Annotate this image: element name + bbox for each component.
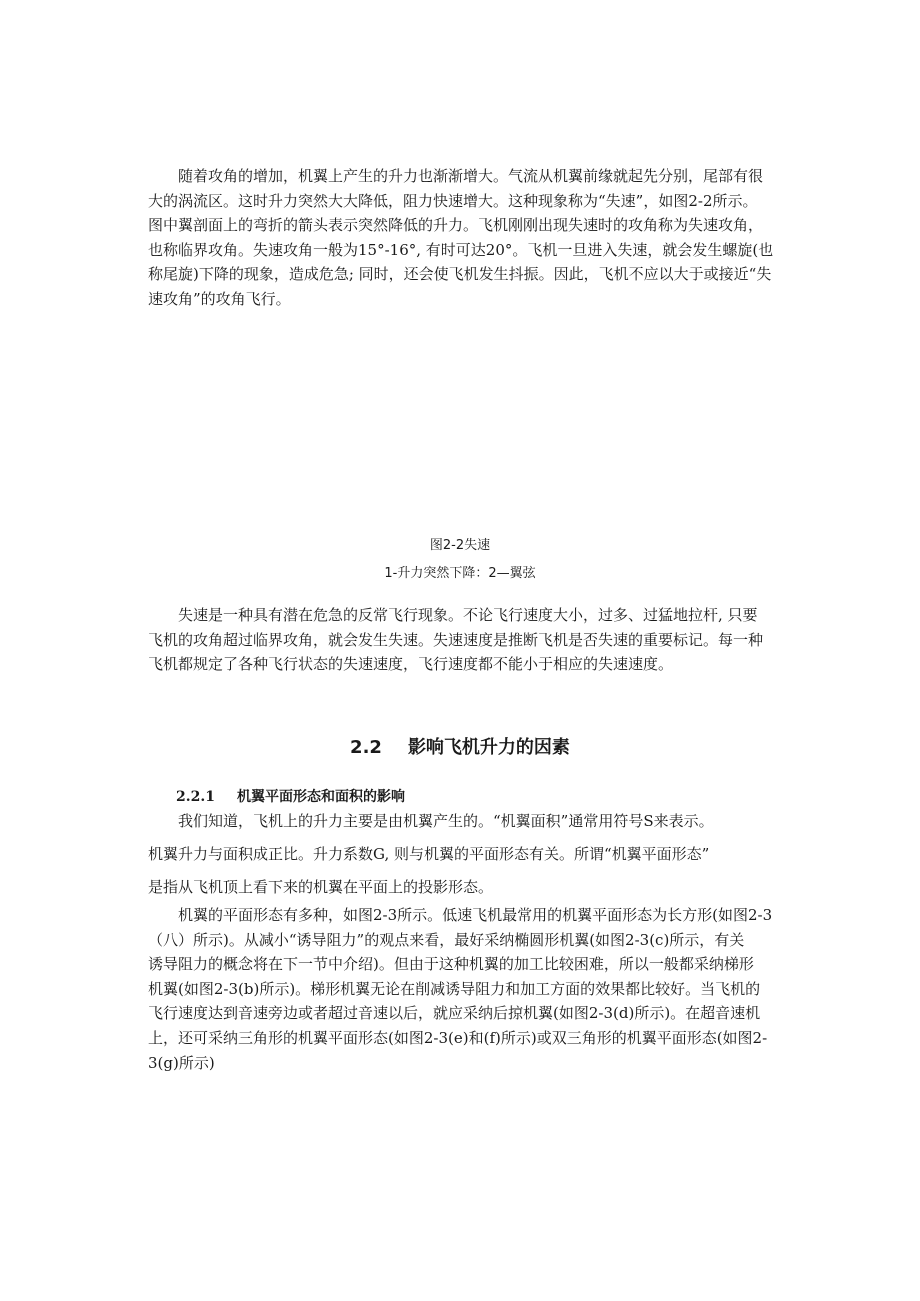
text-line: 诱导阻力的概念将在下一节中介绍)。但由于这种机翼的加工比较困难，所以一般都采纳梯形 [148,955,754,974]
text-line: 飞机都规定了各种飞行状态的失速速度，飞行速度都不能小于相应的失速速度。 [148,655,674,674]
text-line-planform: 是指从飞机顶上看下来的机翼在平面上的投影形态。 [148,878,494,896]
paragraph-wing-planforms [148,903,776,1075]
text-line: 大的涡流区。这时升力突然大大降低，阻力快速增大。这种现象称为“失速”，如图2-2所示。 [148,191,758,210]
figure-legend: 1-升力突然下降：2—翼弦 [384,566,536,581]
subsection-number: 2.2.1 [176,789,215,805]
text-line: 随着攻角的增加，机翼上产生的升力也渐渐增大。气流从机翼前缘就起先分别，尾部有很 [178,167,764,185]
text-line: 称尾旋)下降的现象，造成危急; 同时，还会使飞机发生抖振。因此，飞机不应以大于或接近“失 [148,265,772,284]
text-line: 机翼的平面形态有多种，如图2-3所示。低速飞机最常用的机翼平面形态为长方形(如图2-3 [178,906,773,924]
subsection-title: 机翼平面形态和面积的影响 [236,789,405,805]
text-line: 失速是一种具有潜在危急的反常飞行现象。不论飞行速度大小，过多、过猛地拉杆, 只要 [178,606,758,624]
text-line: （八）所示)。从减小“诱导阻力”的观点来看，最好采纳椭圆形机翼(如图2-3(c)所示，有关 [148,930,745,949]
figure-caption: 图2-2失速 [429,538,491,553]
text-line: 速攻角”的攻角飞行。 [148,289,291,308]
paragraph-stall-definition [148,603,776,677]
text-line-lift-area: 机翼升力与面积成正比。升力系数G, 则与机翼的平面形态有关。所谓“机翼平面形态” [148,845,710,863]
section-title: 影响飞机升力的因素 [407,737,570,758]
text-line: 图中翼剖面上的弯折的箭头表示突然降低的升力。飞机刚刚出现失速时的攻角称为失速攻角， [148,216,764,235]
text-line: 飞行速度达到音速旁边或者超过音速以后，就应采纳后掠机翼(如图2-3(d)所示)。在超音速机 [148,1004,761,1023]
text-line: 上，还可采纳三角形的机翼平面形态(如图2-3(e)和(f)所示)或双三角形的机翼平面形态(如图2- [148,1028,768,1047]
text-line-wing-area: 我们知道，飞机上的升力主要是由机翼产生的。“机翼面积”通常用符号S来表示。 [178,812,714,830]
text-line: 也称临界攻角。失速攻角一般为15°-16°, 有时可达20°。飞机一旦进入失速，就会发生螺旋(也 [148,240,774,259]
figure-placeholder [148,330,776,520]
text-line: 飞机的攻角超过临界攻角，就会发生失速。失速速度是推断飞机是否失速的重要标记。每一种 [148,630,764,649]
paragraph-stall [148,164,776,312]
section-number: 2.2 [350,737,382,758]
text-line: 机翼(如图2-3(b)所示)。梯形机翼无论在削减诱导阻力和加工方面的效果都比较好。当飞机的 [148,979,761,998]
subsection-heading [176,786,405,806]
text-line: 3(g)所示) [148,1053,215,1072]
section-heading [0,733,920,759]
